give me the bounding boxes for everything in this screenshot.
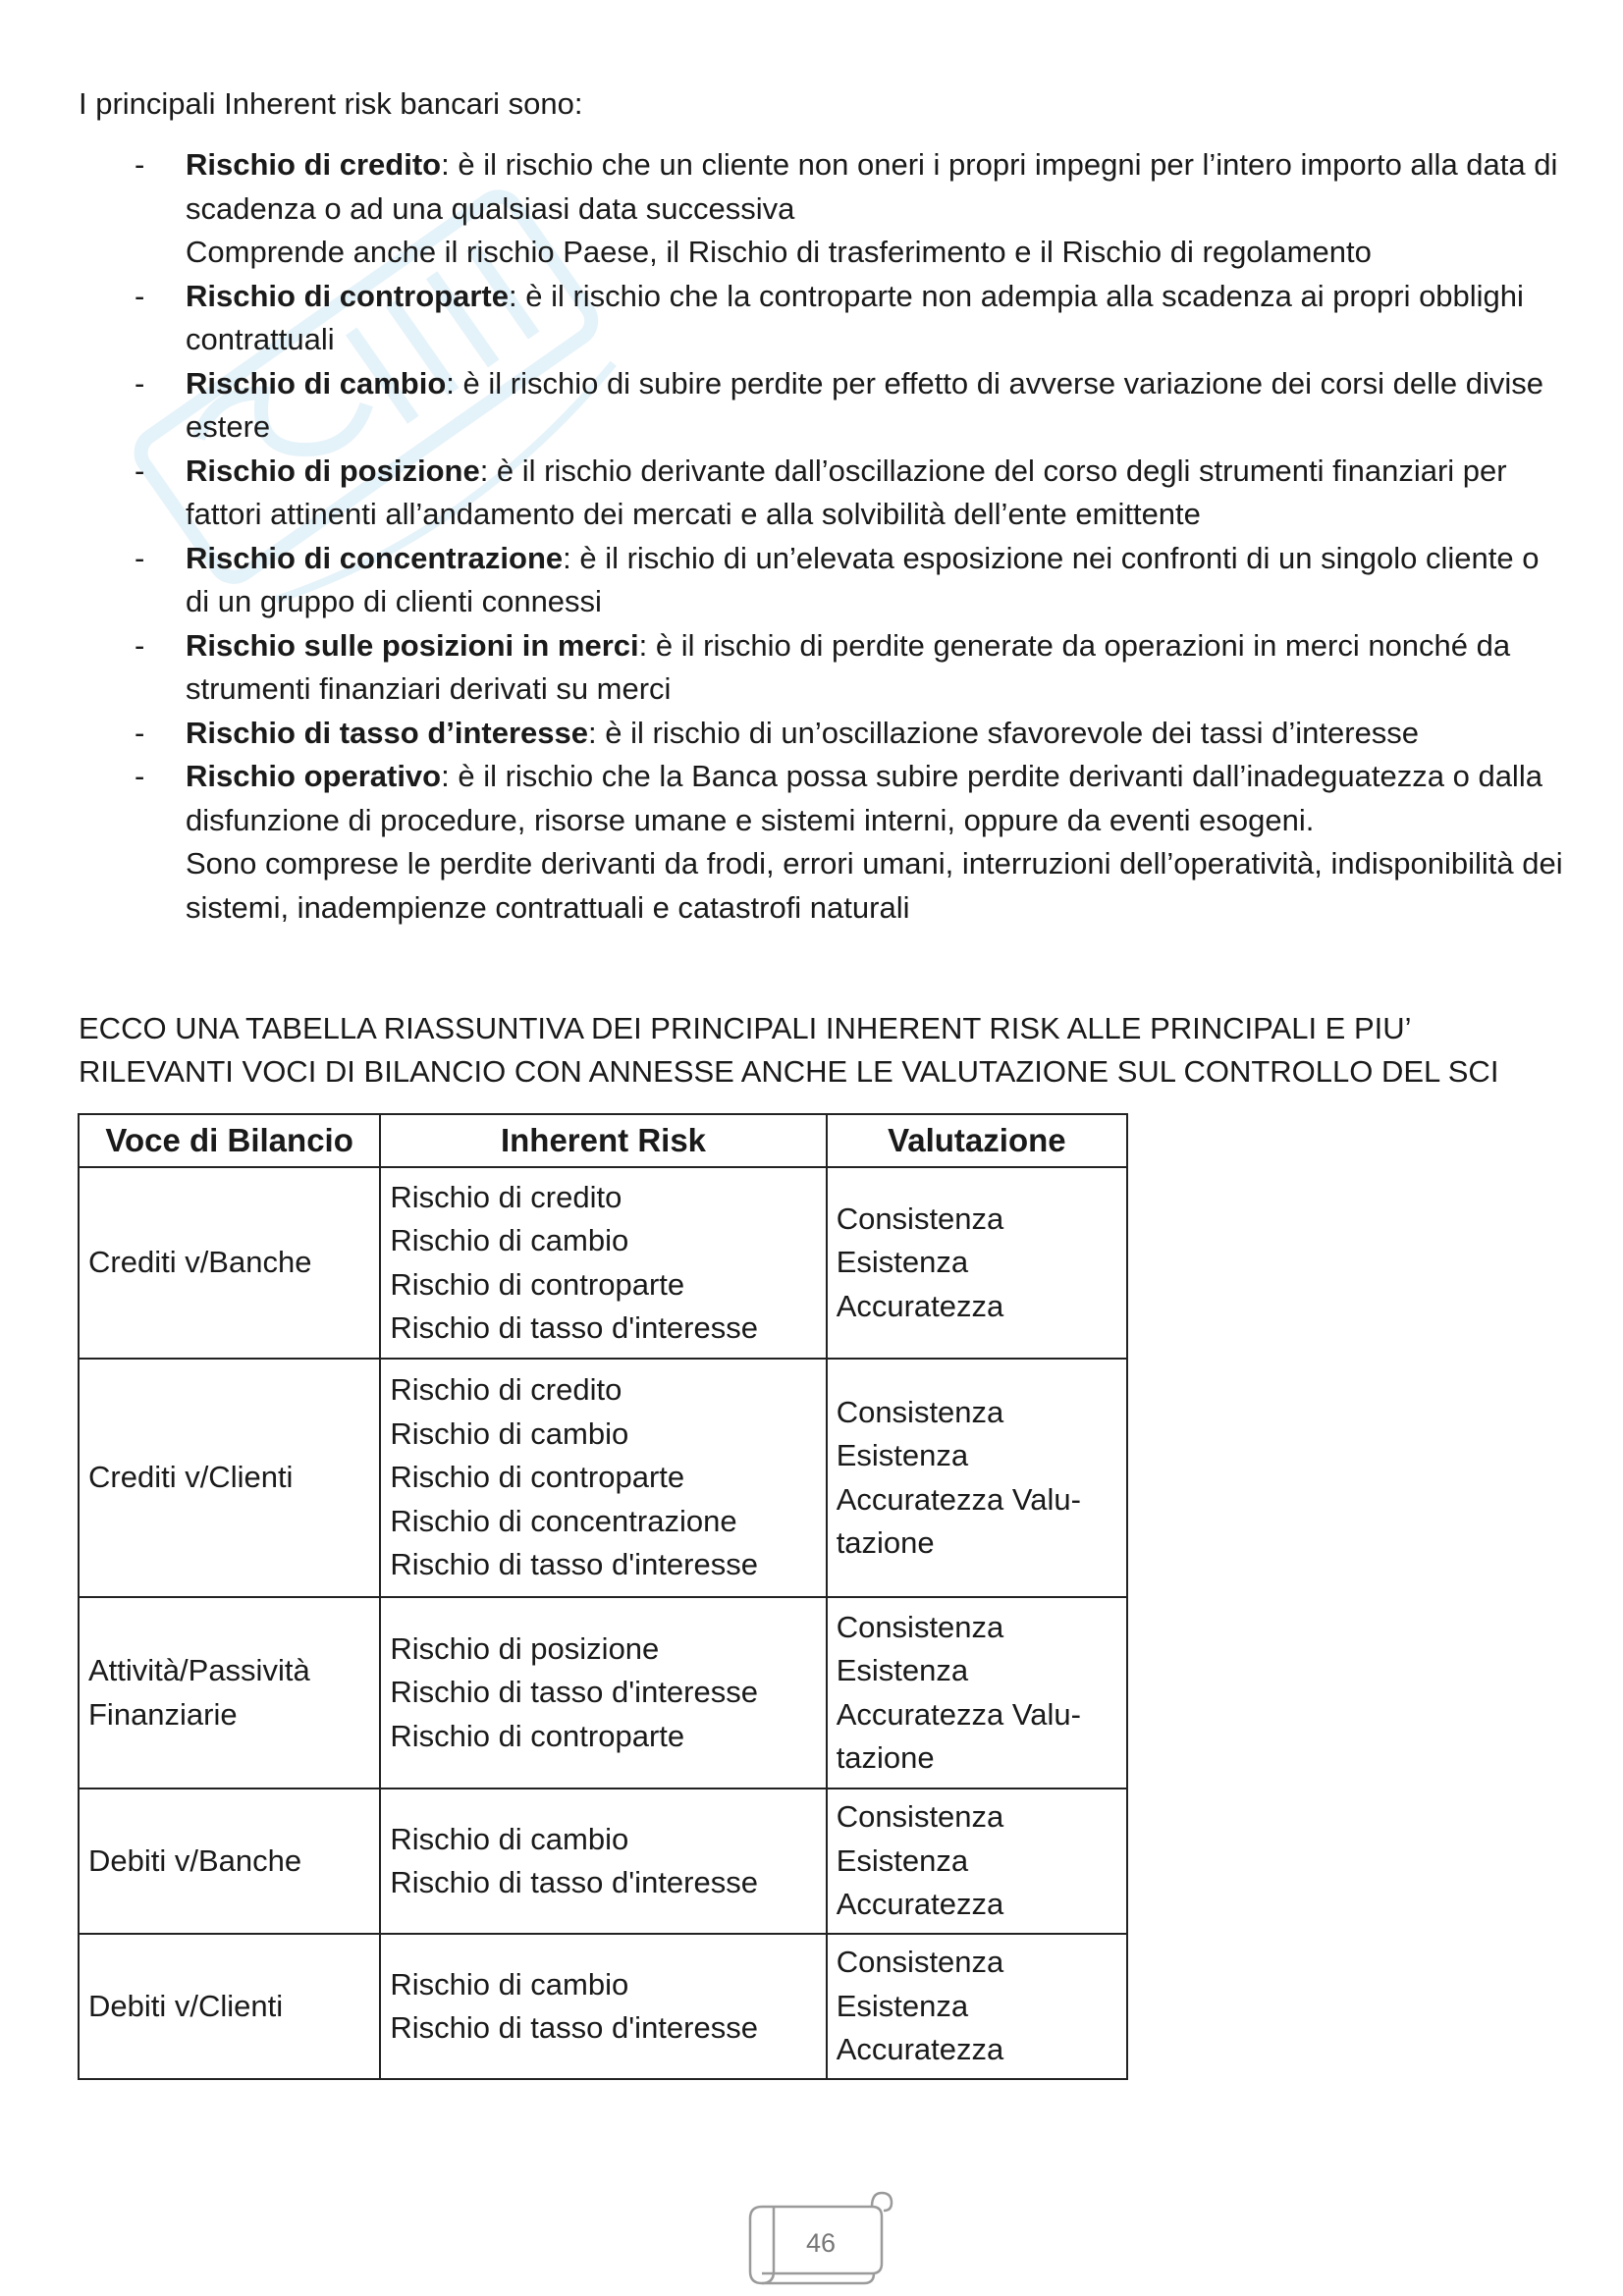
risk-description: : è il rischio che un cliente non oneri i propri impegni per l’intero importo alla data di scadenza o ad una qualsiasi data successiva <box>186 147 1558 226</box>
list-item <box>79 712 1571 756</box>
list-item <box>79 755 1571 930</box>
risk-name: Rischio di cambio <box>186 365 447 400</box>
valutazione-line: tazione <box>836 1740 935 1775</box>
risk-name: Rischio di concentrazione <box>186 540 564 575</box>
bullet-dash: - <box>135 715 145 750</box>
bullet-dash: - <box>135 278 145 313</box>
risk-line: Rischio di posizione <box>390 1630 660 1666</box>
risk-description: : è il rischio di un’elevata esposizione nei confronti di un singolo cliente o di un gruppo di clienti connessi <box>186 540 1540 618</box>
list-item <box>79 362 1571 450</box>
risk-name: Rischio di tasso d’interesse <box>186 715 589 750</box>
list-item <box>79 624 1571 712</box>
risk-line: Rischio di tasso d'interesse <box>390 2010 758 2045</box>
risk-line: Rischio di tasso d'interesse <box>390 1547 758 1582</box>
risk-description: : è il rischio di un’oscillazione sfavorevole dei tassi d’interesse <box>588 715 1420 750</box>
risk-line: Rischio di cambio <box>390 1415 629 1451</box>
risk-name: Rischio sulle posizioni in merci <box>186 627 639 663</box>
bullet-dash: - <box>135 453 145 488</box>
valutazione-cell <box>827 1167 1127 1359</box>
voce-text: Attività/Passività <box>88 1653 310 1687</box>
list-item <box>79 537 1571 624</box>
risk-cell <box>380 1167 826 1359</box>
page-number: 46 <box>805 2228 837 2258</box>
valutazione-line: Accuratezza Valu- <box>836 1481 1081 1517</box>
valutazione-cell <box>827 1934 1127 2079</box>
voce-cell <box>79 1359 380 1597</box>
risk-line: Rischio di cambio <box>390 1821 629 1856</box>
risk-line: Rischio di credito <box>390 1179 622 1214</box>
header-inherent-risk: Inherent Risk <box>380 1114 826 1167</box>
risk-name: Rischio di credito <box>186 147 442 182</box>
valutazione-line: Accuratezza Valu- <box>836 1696 1081 1732</box>
bullet-dash: - <box>135 759 145 793</box>
voce-text: Crediti v/Clienti <box>88 1460 294 1495</box>
voce-cell <box>79 1597 380 1789</box>
valutazione-line: Esistenza <box>836 1842 969 1878</box>
valutazione-line: Esistenza <box>836 1438 969 1472</box>
risk-cell <box>380 1789 826 1934</box>
risk-description: : è il rischio che la controparte non adempia alla scadenza ai propri obblighi contrattuali <box>186 278 1524 356</box>
risk-name: Rischio operativo <box>186 759 442 793</box>
risk-line: Rischio di cambio <box>390 1223 629 1257</box>
risk-line: Rischio di concentrazione <box>390 1503 737 1538</box>
header-valutazione: Valutazione <box>827 1114 1127 1167</box>
bullet-dash: - <box>135 627 145 663</box>
risk-description: : è il rischio di subire perdite per effetto di avverse variazione dei corsi delle divise estere <box>186 365 1543 444</box>
risk-line: Rischio di cambio <box>390 1966 629 2002</box>
valutazione-line: Accuratezza <box>836 1887 1004 1922</box>
voce-cell <box>79 1934 380 2079</box>
risk-name: Rischio di controparte <box>186 278 509 313</box>
risk-line: Rischio di controparte <box>390 1718 685 1753</box>
risk-description: : è il rischio derivante dall’oscillazione del corso degli strumenti finanziari per fattori attinenti all’andamento dei mercati e alla solvibilità dell’ente emittente <box>186 453 1507 531</box>
intro-text: I principali Inherent risk bancari sono: <box>79 86 583 121</box>
table-header-row <box>79 1114 1127 1167</box>
valutazione-line: Esistenza <box>836 1653 969 1687</box>
valutazione-line: Consistenza <box>836 1945 1004 1980</box>
table-row <box>79 1167 1127 1359</box>
voce-cell <box>79 1789 380 1934</box>
list-item <box>79 143 1571 275</box>
valutazione-line: Accuratezza <box>836 2032 1004 2067</box>
voce-text: Debiti v/Clienti <box>88 1988 284 2023</box>
header-voce: Voce di Bilancio <box>79 1114 380 1167</box>
risk-cell <box>380 1934 826 2079</box>
risk-extra: Comprende anche il rischio Paese, il Rischio di trasferimento e il Rischio di regolamento <box>186 235 1372 269</box>
voce-text: Debiti v/Banche <box>88 1842 302 1878</box>
risk-line: Rischio di tasso d'interesse <box>390 1310 758 1345</box>
valutazione-cell <box>827 1789 1127 1934</box>
bullet-dash: - <box>135 540 145 575</box>
risk-description: : è il rischio che la Banca possa subire perdite derivanti dall’inadeguatezza o dalla disfunzione di procedure, risorse umane e sistemi interni, oppure da eventi esogeni. <box>186 759 1542 837</box>
voce-cell <box>79 1167 380 1359</box>
valutazione-line: Accuratezza <box>836 1288 1004 1323</box>
valutazione-cell <box>827 1359 1127 1597</box>
risk-name: Rischio di posizione <box>186 453 480 488</box>
table-row <box>79 1597 1127 1789</box>
risk-cell <box>380 1597 826 1789</box>
risk-description: : è il rischio di perdite generate da operazioni in merci nonché da strumenti finanziari derivati su merci <box>186 627 1511 706</box>
valutazione-line: Consistenza <box>836 1394 1004 1429</box>
risk-cell <box>380 1359 826 1597</box>
risk-line: Rischio di credito <box>390 1372 622 1408</box>
valutazione-cell <box>827 1597 1127 1789</box>
valutazione-line: tazione <box>836 1525 935 1560</box>
list-item <box>79 450 1571 537</box>
voce-text: Finanziarie <box>88 1696 238 1732</box>
risk-line: Rischio di controparte <box>390 1266 685 1302</box>
valutazione-line: Consistenza <box>836 1609 1004 1644</box>
risk-line: Rischio di controparte <box>390 1460 685 1495</box>
table-row <box>79 1359 1127 1597</box>
list-item <box>79 275 1571 362</box>
valutazione-line: Esistenza <box>836 1245 969 1280</box>
risk-line: Rischio di tasso d'interesse <box>390 1675 758 1710</box>
summary-table <box>78 1113 1128 2080</box>
risk-extra: Sono comprese le perdite derivanti da frodi, errori umani, interruzioni dell’operatività, indisponibilità dei sistemi, inadempienze contrattuali e catastrofi naturali <box>186 846 1563 925</box>
table-row <box>79 1789 1127 1934</box>
voce-text: Crediti v/Banche <box>88 1245 312 1280</box>
table-heading: ECCO UNA TABELLA RIASSUNTIVA DEI PRINCIPALI INHERENT RISK ALLE PRINCIPALI E PIU’ RILEVANTI VOCI DI BILANCIO CON ANNESSE ANCHE LE VALUTAZIONE SUL CONTROLLO DEL SCI <box>79 1011 1499 1089</box>
valutazione-line: Esistenza <box>836 1988 969 2023</box>
bullet-dash: - <box>135 147 145 182</box>
valutazione-line: Consistenza <box>836 1201 1004 1236</box>
table-row <box>79 1934 1127 2079</box>
risk-line: Rischio di tasso d'interesse <box>390 1865 758 1899</box>
risk-list <box>79 143 1571 930</box>
valutazione-line: Consistenza <box>836 1799 1004 1835</box>
bullet-dash: - <box>135 365 145 400</box>
